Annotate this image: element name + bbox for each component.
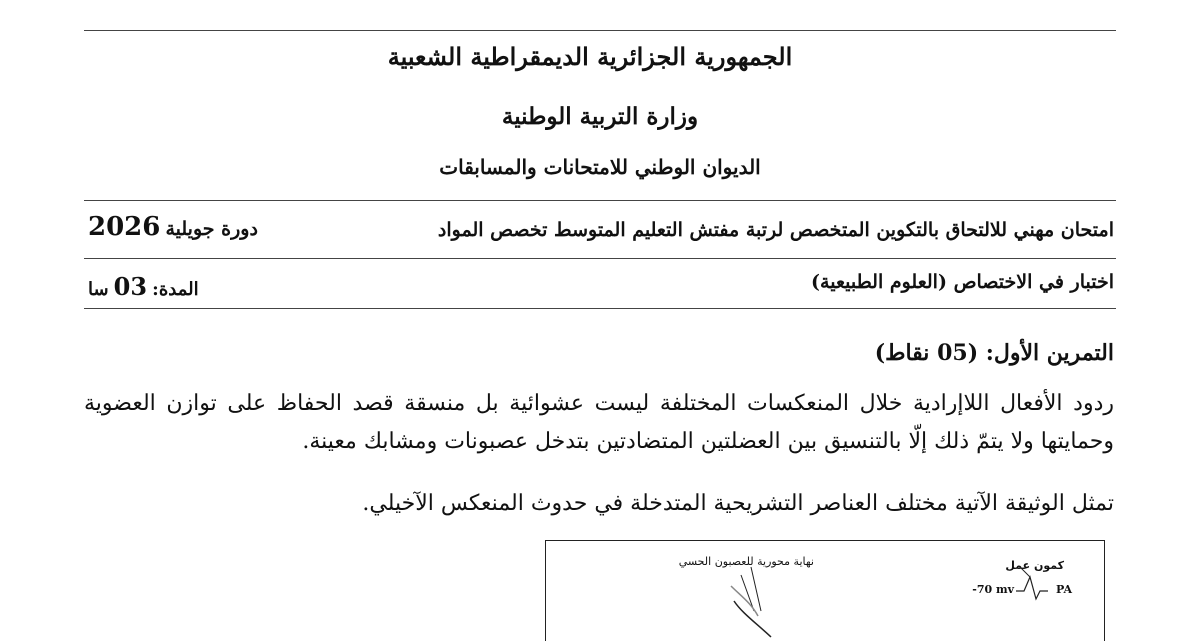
- country-title: الجمهورية الجزائرية الديمقراطية الشعبية: [387, 42, 793, 71]
- figure-label-potential: كمون عمل: [1005, 559, 1064, 572]
- title-rule: [84, 258, 1116, 259]
- exercise-heading: التمرين الأول: (05 نقاط): [874, 340, 1114, 366]
- office-title: الديوان الوطني للامتحانات والمسابقات: [439, 155, 761, 179]
- figure-label-mv: -70 mv: [972, 583, 1014, 596]
- figure-label-terminal: نهاية محورية للعصبون الحسي: [678, 555, 814, 568]
- figure-label-pa: PA: [1055, 583, 1072, 596]
- top-rule: [84, 30, 1116, 31]
- duration-label: المدة:: [152, 279, 199, 300]
- subject: اختبار في الاختصاص (العلوم الطبيعية): [811, 271, 1114, 293]
- exam-title: امتحان مهني للالتحاق بالتكوين المتخصص لرتبة مفتش التعليم المتوسط تخصص المواد: [437, 219, 1114, 241]
- duration: [88, 272, 199, 301]
- duration-unit: سا: [88, 279, 109, 300]
- subject-rule: [84, 308, 1116, 309]
- figure-box: [545, 540, 1105, 641]
- session-label: دورة جويلية: [165, 218, 258, 240]
- session-year: 2026: [88, 212, 161, 242]
- header-rule: [84, 200, 1116, 201]
- duration-value: 03: [113, 272, 148, 301]
- ministry-title: وزارة التربية الوطنية: [501, 103, 699, 130]
- session: [88, 212, 258, 242]
- exercise-paragraph-2: تمثل الوثيقة الآتية مختلف العناصر التشريحية المتدخلة في حدوث المنعكس الآخيلي.: [362, 491, 1114, 516]
- figure-drawing: [546, 541, 1104, 641]
- exercise-paragraph-1: ردود الأفعال اللاإرادية خلال المنعكسات المختلفة ليست عشوائية بل منسقة قصد الحفاظ على توازن العضوية وحمايتها ولا يتمّ ذلك إلّا بالتنسيق بين العضلتين المتضادتين بتدخل عصبونات ومشابك معينة.: [84, 391, 1114, 454]
